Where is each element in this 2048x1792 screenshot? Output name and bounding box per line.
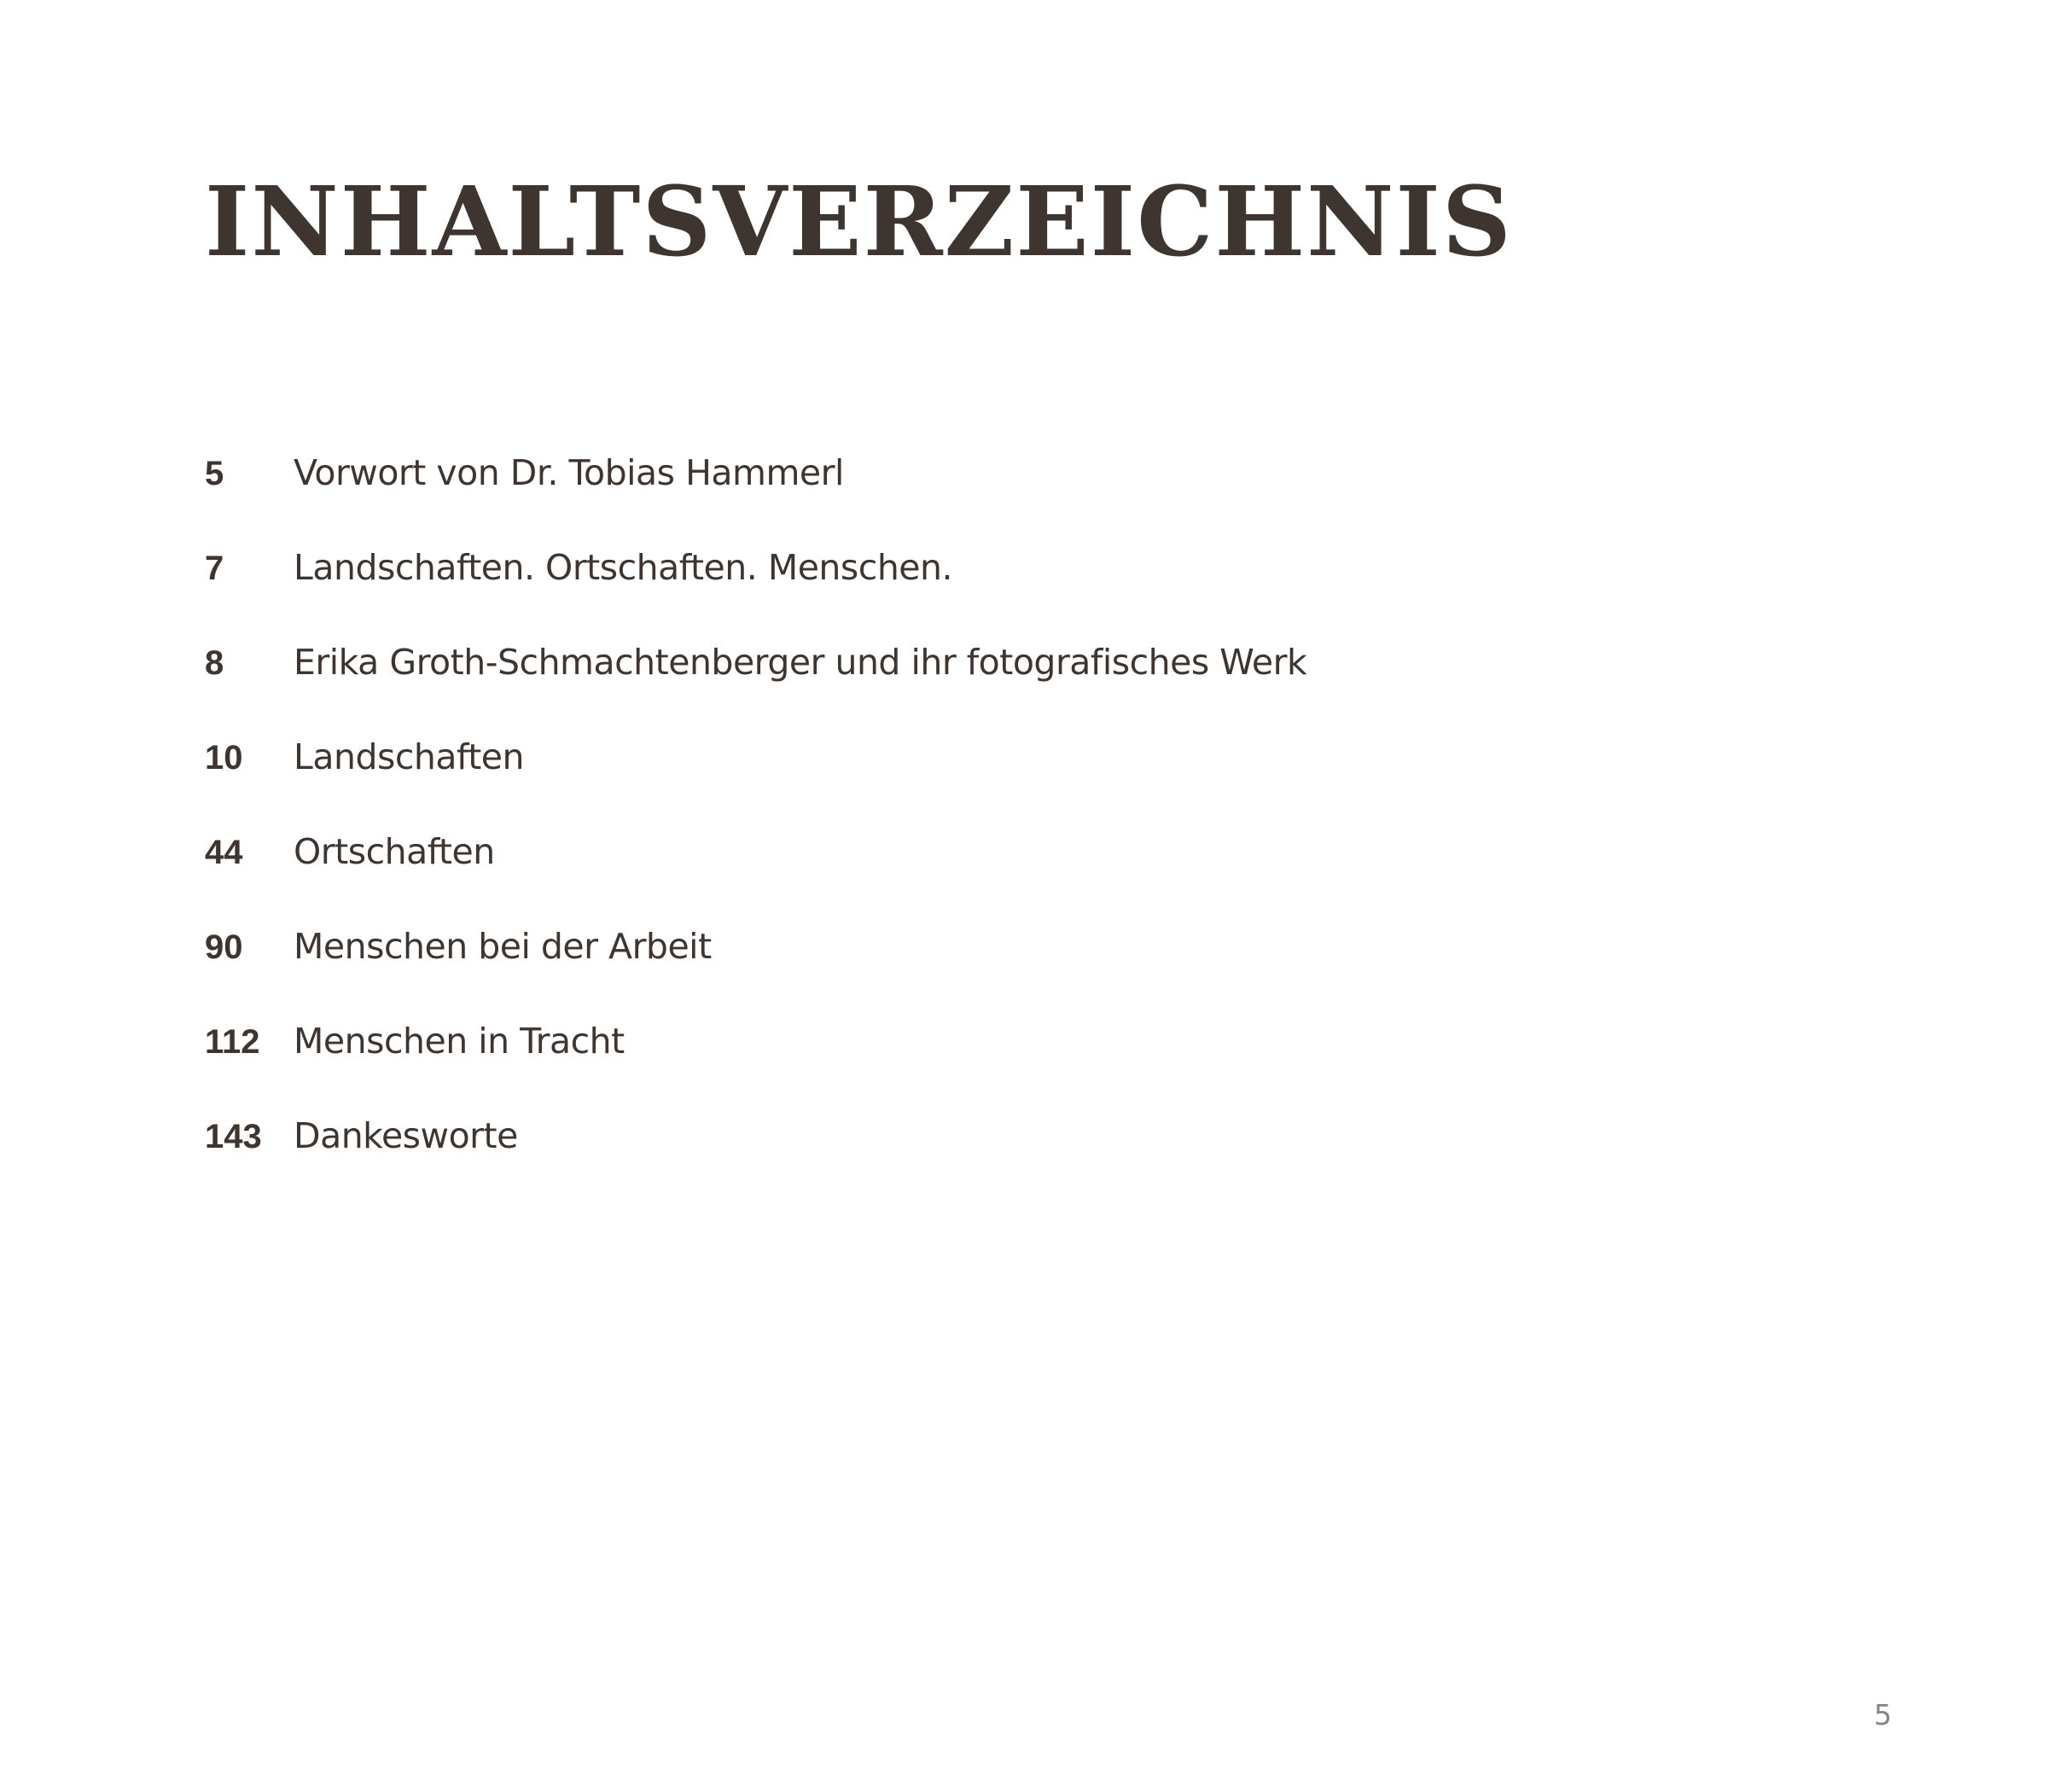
toc-entry [205, 642, 1306, 736]
toc-entry-title: Landschaften. Ortschaften. Menschen. [294, 547, 953, 588]
toc-entry [205, 926, 1306, 1021]
toc-entry-title: Erika Groth-Schmachtenberger und ihr fotografisches Werk [294, 642, 1307, 683]
toc-entry-title: Landschaften [294, 736, 524, 777]
toc-entry [205, 452, 1306, 547]
toc-entry [205, 1115, 1306, 1210]
toc-page-number: 90 [205, 928, 243, 966]
toc-entry-title: Vorwort von Dr. Tobias Hammerl [294, 452, 844, 493]
toc-entry-title: Menschen in Tracht [294, 1021, 625, 1062]
page-title: INHALTSVERZEICHNIS [205, 166, 1513, 278]
toc-page-number: 7 [205, 550, 224, 587]
toc-entry-title: Ortschaften [294, 831, 495, 872]
toc-entry [205, 1021, 1306, 1115]
table-of-contents [205, 452, 1306, 1210]
toc-entry [205, 547, 1306, 642]
page-number: 5 [1874, 1698, 1892, 1731]
toc-entry [205, 736, 1306, 831]
toc-entry-title: Menschen bei der Arbeit [294, 926, 712, 967]
toc-page-number: 10 [205, 739, 243, 777]
toc-page-number: 8 [205, 644, 224, 682]
toc-page-number: 143 [205, 1118, 262, 1155]
toc-entry [205, 831, 1306, 926]
toc-entry-title: Dankesworte [294, 1115, 518, 1156]
toc-page-number: 112 [205, 1023, 260, 1061]
toc-page-number: 5 [205, 455, 224, 492]
toc-page-number: 44 [205, 834, 243, 871]
